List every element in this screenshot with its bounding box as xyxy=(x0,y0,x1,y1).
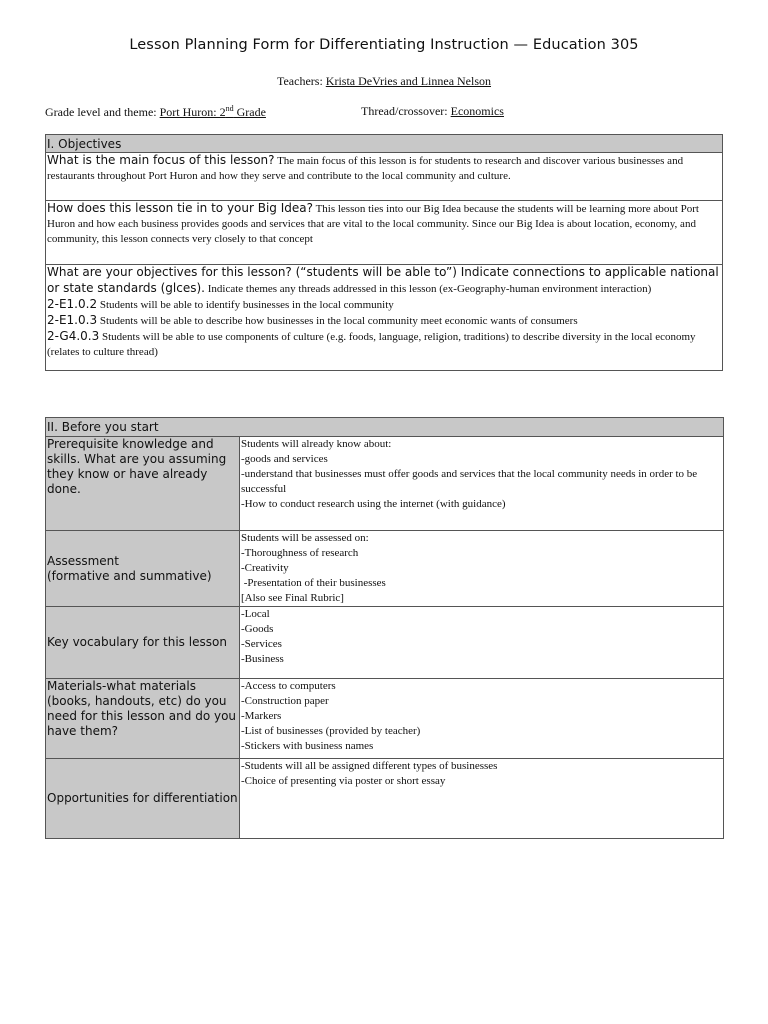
before-start-header: II. Before you start xyxy=(46,418,724,437)
focus-cell xyxy=(46,153,723,201)
standard-item: 2-E1.0.2 Students will be able to identify businesses in the local community xyxy=(47,297,394,311)
objectives-cell xyxy=(46,265,723,371)
differentiation-content: -Students will all be assigned different types of businesses -Choice of presenting via poster or short essay xyxy=(240,759,724,839)
before-start-table xyxy=(45,417,724,839)
teachers-label: Teachers: xyxy=(276,74,326,88)
materials-content: -Access to computers -Construction paper -Markers -List of businesses (provided by teacher) -Stickers with business names xyxy=(240,679,724,759)
teachers-line xyxy=(0,74,768,89)
focus-answer: The main focus of this lesson is for students to research and discover various businesses and restaurants throughout Port Huron and how they serve and contribute to the local community and culture. xyxy=(47,155,684,182)
objectives-header: I. Objectives xyxy=(46,135,723,153)
differentiation-label: Opportunities for differentiation xyxy=(46,759,240,839)
prerequisite-label: Prerequisite knowledge and skills. What are you assuming they know or have already done. xyxy=(46,437,240,531)
bigidea-answer: This lesson ties into our Big Idea because the students will be learning more about Port Huron and how each business provides goods and services that are vital to the local community. Since our Big Idea is about location, economy, and community, this lesson connects very closely to that concept xyxy=(47,203,699,245)
bigidea-cell xyxy=(46,201,723,265)
standard-item: 2-G4.0.3 Students will be able to use components of culture (e.g. foods, language, religion, traditions) to describe diversity in the local economy (relates to culture thread) xyxy=(47,329,696,358)
prerequisite-content: Students will already know about: -goods and services -understand that businesses must offer goods and services that the local community needs in order to be successful -How to conduct research using the internet (with guidance) xyxy=(240,437,724,531)
grade-value: Port Huron: 2nd Grade xyxy=(159,104,266,119)
thread-label: Thread/crossover: xyxy=(361,104,451,118)
objectives-question: What are your objectives for this lesson? (“students will be able to”) Indicate connections to applicable national or state standards (glces). xyxy=(47,265,719,295)
focus-question: What is the main focus of this lesson? xyxy=(47,153,275,167)
page-title: Lesson Planning Form for Differentiating Instruction — Education 305 xyxy=(129,37,639,53)
thread-value: Economics xyxy=(450,104,504,118)
objectives-note: Indicate themes any threads addressed in this lesson (ex-Geography-human environment interaction) xyxy=(204,283,652,295)
teachers-value: Krista DeVries and Linnea Nelson xyxy=(325,74,492,88)
grade-level-line xyxy=(45,104,266,120)
assessment-label: Assessment (formative and summative) xyxy=(46,531,240,607)
vocabulary-label: Key vocabulary for this lesson xyxy=(46,607,240,679)
thread-line xyxy=(361,104,504,119)
bigidea-question: How does this lesson tie in to your Big Idea? xyxy=(47,201,314,215)
assessment-content: Students will be assessed on: -Thoroughness of research -Creativity -Presentation of their businesses [Also see Final Rubric] xyxy=(240,531,724,607)
objectives-table xyxy=(45,134,723,371)
materials-label: Materials-what materials (books, handouts, etc) do you need for this lesson and do you have them? xyxy=(46,679,240,759)
vocabulary-content: -Local -Goods -Services -Business xyxy=(240,607,724,679)
grade-label: Grade level and theme: xyxy=(45,105,160,119)
standard-item: 2-E1.0.3 Students will be able to describe how businesses in the local community meet economic wants of consumers xyxy=(47,313,578,327)
